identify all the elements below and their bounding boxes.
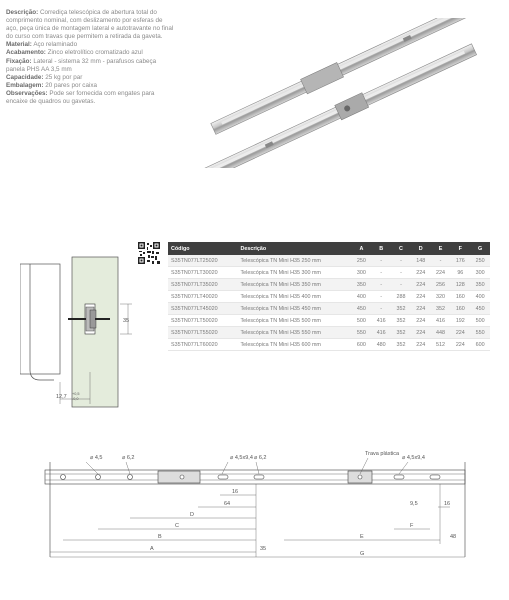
table-cell: 224 — [411, 279, 431, 291]
table-cell: 450 — [470, 303, 490, 315]
dim-48: 48 — [450, 534, 457, 540]
table-cell: 224 — [411, 303, 431, 315]
table-cell: Telescópica TN Mini H35 250 mm — [237, 255, 351, 267]
description-text: Corrediça telescópica de abertura total do comprimento nominal, com deslizamento por esferas de aço, peça única de montagem lateral e autotravante no final do curso com travas que permitem a retirada da gaveta. — [6, 9, 174, 41]
table-row — [168, 255, 490, 267]
dim-9-5: 9,5 — [410, 501, 418, 507]
table-cell: 250 — [352, 255, 372, 267]
description-line — [6, 49, 174, 57]
table-cell: 256 — [431, 279, 451, 291]
table-cell: S35TN077LT35020 — [168, 279, 237, 291]
table-cell: 352 — [391, 315, 411, 327]
description-line — [6, 90, 174, 106]
table-cell: 450 — [352, 303, 372, 315]
table-row — [168, 303, 490, 315]
table-row — [168, 267, 490, 279]
table-header-cell: G — [470, 242, 490, 255]
description-line — [6, 74, 174, 82]
table-cell: 224 — [411, 339, 431, 351]
table-cell: 250 — [470, 255, 490, 267]
table-cell: 224 — [431, 267, 451, 279]
table-cell: - — [391, 255, 411, 267]
table-cell: 224 — [411, 291, 431, 303]
section-width-label: 12,7 — [56, 394, 67, 400]
tolerance-plus: +0,5 — [72, 392, 80, 396]
description-label: Descrição: — [6, 9, 39, 16]
table-cell: S35TN077LT55020 — [168, 327, 237, 339]
table-header-row — [168, 242, 490, 255]
table-cell: 224 — [450, 339, 470, 351]
table-cell: - — [371, 291, 391, 303]
table-row — [168, 339, 490, 351]
table-cell: Telescópica TN Mini H35 350 mm — [237, 279, 351, 291]
technical-drawing — [30, 432, 490, 572]
table-cell: 288 — [391, 291, 411, 303]
description-line — [6, 58, 174, 74]
table-cell: 500 — [352, 315, 372, 327]
dim-F: F — [410, 523, 414, 529]
table-cell: - — [371, 267, 391, 279]
table-cell: 600 — [352, 339, 372, 351]
table-header-cell: A — [352, 242, 372, 255]
description-line — [6, 41, 174, 49]
table-cell: 300 — [352, 267, 372, 279]
table-cell: - — [391, 267, 411, 279]
table-cell: 176 — [450, 255, 470, 267]
table-cell: 320 — [431, 291, 451, 303]
description-label: Observações: — [6, 89, 48, 97]
table-cell: Telescópica TN Mini H35 550 mm — [237, 327, 351, 339]
table-cell: 128 — [450, 279, 470, 291]
section-height-label: 35 — [123, 318, 130, 324]
table-row — [168, 291, 490, 303]
dim-35: 35 — [260, 546, 267, 552]
table-cell: - — [371, 279, 391, 291]
dim-16-a: 16 — [232, 489, 239, 495]
table-header-cell: D — [411, 242, 431, 255]
table-cell: S35TN077LT25020 — [168, 255, 237, 267]
spec-table — [168, 242, 490, 351]
table-cell: Telescópica TN Mini H35 600 mm — [237, 339, 351, 351]
table-header-cell: Código — [168, 242, 237, 255]
description-label: Fixação: — [6, 57, 32, 65]
description-line — [6, 9, 174, 41]
table-row — [168, 279, 490, 291]
description-label: Material: — [6, 41, 32, 49]
description-text: Pode ser fornecida com engates para encaixe de quadros ou gavetas. — [6, 89, 155, 106]
table-cell: 192 — [450, 315, 470, 327]
description-text: Lateral - sistema 32 mm - parafusos cabeça panela PHS AA 3,5 mm — [6, 57, 157, 73]
table-cell: 400 — [352, 291, 372, 303]
table-cell: 224 — [411, 315, 431, 327]
slot-label-1: ⌀ 4,5x9,4 — [230, 455, 253, 461]
table-row — [168, 327, 490, 339]
table-cell: 550 — [470, 327, 490, 339]
table-cell: 224 — [450, 327, 470, 339]
table-cell: - — [391, 279, 411, 291]
table-cell: 352 — [391, 339, 411, 351]
description-text: 20 pares por caixa — [45, 81, 98, 89]
table-cell: 352 — [431, 303, 451, 315]
table-cell: 350 — [352, 279, 372, 291]
description-label: Acabamento: — [6, 49, 46, 57]
description-text: 25 kg por par — [45, 73, 83, 81]
table-cell: 148 — [411, 255, 431, 267]
table-cell: - — [371, 255, 391, 267]
section-drawing — [20, 252, 140, 412]
description-label: Embalagem: — [6, 81, 44, 89]
table-cell: 480 — [371, 339, 391, 351]
table-cell: 224 — [411, 267, 431, 279]
table-cell: 160 — [450, 291, 470, 303]
table-cell: 600 — [470, 339, 490, 351]
table-cell: 550 — [352, 327, 372, 339]
description-line — [6, 82, 174, 90]
product-description — [6, 9, 174, 106]
dim-A: A — [150, 546, 154, 552]
table-header-cell: Descrição — [237, 242, 351, 255]
table-cell: 224 — [411, 327, 431, 339]
table-cell: S35TN077LT40020 — [168, 291, 237, 303]
dim-G: G — [360, 551, 365, 557]
description-text: Zinco eletrolítico cromatizado azul — [47, 49, 143, 57]
table-cell: - — [431, 255, 451, 267]
table-cell: Telescópica TN Mini H35 500 mm — [237, 315, 351, 327]
dim-16-b: 16 — [444, 501, 451, 507]
table-cell: - — [371, 303, 391, 315]
table-cell: S35TN077LT30020 — [168, 267, 237, 279]
dim-64: 64 — [224, 501, 231, 507]
table-cell: Telescópica TN Mini H35 400 mm — [237, 291, 351, 303]
table-header-cell: B — [371, 242, 391, 255]
table-cell: 352 — [391, 327, 411, 339]
table-cell: 160 — [450, 303, 470, 315]
hole-label-2: ⌀ 6,2 — [122, 455, 135, 461]
table-body — [168, 255, 490, 351]
description-text: Aço relaminado — [33, 41, 78, 49]
dim-B: B — [158, 534, 162, 540]
table-cell: 352 — [391, 303, 411, 315]
table-cell: 416 — [371, 327, 391, 339]
table-cell: S35TN077LT45020 — [168, 303, 237, 315]
description-label: Capacidade: — [6, 73, 44, 81]
table-cell: 416 — [371, 315, 391, 327]
table-header-cell: F — [450, 242, 470, 255]
table-cell: S35TN077LT60020 — [168, 339, 237, 351]
dim-C: C — [175, 523, 179, 529]
hole-label-1: ⌀ 4,5 — [90, 455, 103, 461]
table-cell: 96 — [450, 267, 470, 279]
table-header-cell: C — [391, 242, 411, 255]
dim-E: E — [360, 534, 364, 540]
table-cell: 512 — [431, 339, 451, 351]
slot-label-2: ⌀ 4,5x9,4 — [402, 455, 425, 461]
table-cell: 416 — [431, 315, 451, 327]
table-header-cell: E — [431, 242, 451, 255]
table-cell: Telescópica TN Mini H35 300 mm — [237, 267, 351, 279]
product-photo — [190, 18, 490, 168]
table-cell: 500 — [470, 315, 490, 327]
table-cell: 350 — [470, 279, 490, 291]
trava-label: Trava plástica — [365, 451, 400, 457]
qr-code — [138, 242, 160, 264]
table-cell: 300 — [470, 267, 490, 279]
table-row — [168, 315, 490, 327]
table-cell: 448 — [431, 327, 451, 339]
hole-label-3: ⌀ 6,2 — [254, 455, 267, 461]
dim-D: D — [190, 512, 194, 518]
table-cell: 400 — [470, 291, 490, 303]
table-cell: S35TN077LT50020 — [168, 315, 237, 327]
table-cell: Telescópica TN Mini H35 450 mm — [237, 303, 351, 315]
tolerance-minus: -0,0 — [72, 397, 79, 401]
